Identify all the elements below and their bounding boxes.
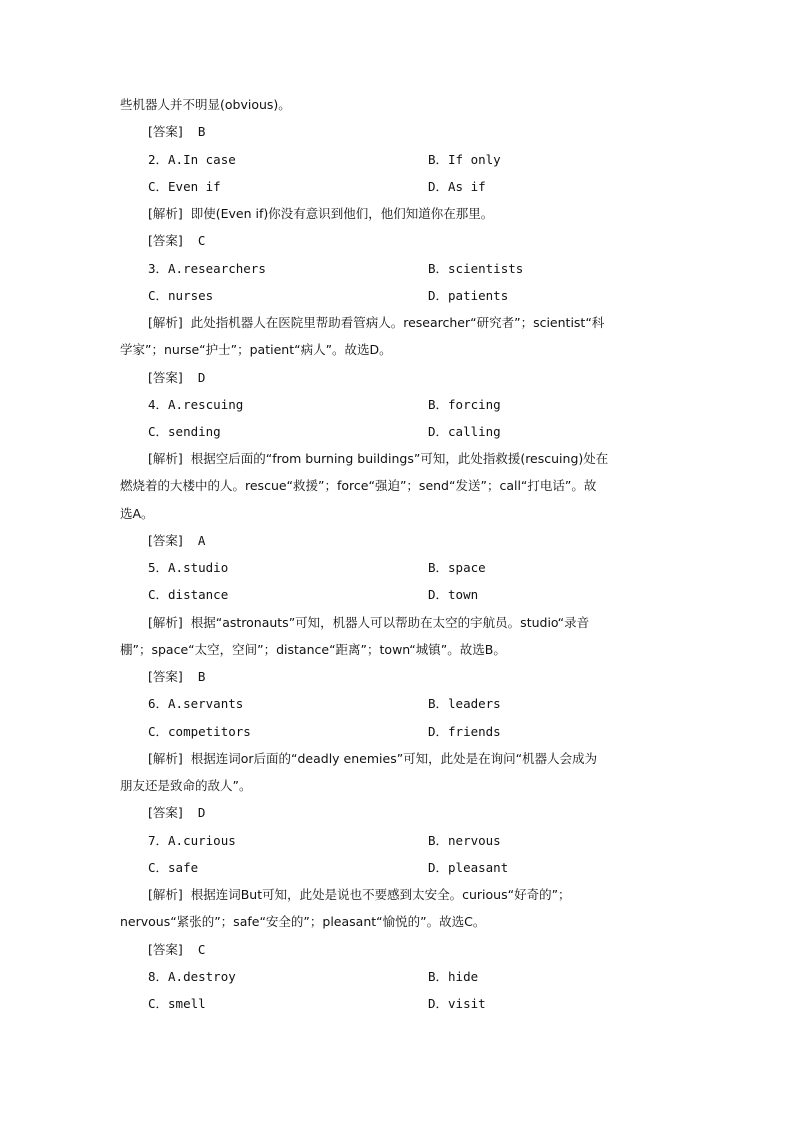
analysis-continuation: 学家”；nurse“护士”；patient“病人”。故选D。 xyxy=(120,342,392,357)
analysis-tag: [解析] xyxy=(148,615,183,630)
option-c: C．smell xyxy=(148,996,206,1011)
option-d: D．visit xyxy=(428,996,486,1011)
option-a: 3．A.researchers xyxy=(148,261,266,276)
option-d: D．calling xyxy=(428,424,501,439)
analysis-tag: [解析] xyxy=(148,206,183,221)
analysis-line xyxy=(148,450,608,468)
option-c: C．nurses xyxy=(148,288,214,303)
analysis-line xyxy=(148,614,589,632)
answer-tag: [答案] xyxy=(148,805,183,820)
analysis-continuation: 选A。 xyxy=(120,506,154,521)
answer-value: B xyxy=(197,669,206,684)
answer-value: C xyxy=(197,233,206,248)
analysis-continuation: 朋友还是致命的敌人”。 xyxy=(120,778,252,793)
answer-value: B xyxy=(197,124,206,139)
analysis-text: 即使(Even if)你没有意识到他们，他们知道你在那里。 xyxy=(190,206,494,221)
answer-row-1 xyxy=(148,123,205,141)
option-b: B．forcing xyxy=(428,397,501,412)
analysis-text: 根据连词or后面的“deadly enemies”可知，此处是在询问“机器人会成为 xyxy=(190,751,598,766)
analysis-continuation: 燃烧着的大楼中的人。rescue“救援”；force“强迫”；send“发送”；call“打电话”。故 xyxy=(120,478,597,493)
answer-value: D xyxy=(197,805,206,820)
option-a: 6．A.servants xyxy=(148,696,244,711)
option-d: D．pleasant xyxy=(428,860,509,875)
answer-value: A xyxy=(197,533,206,548)
analysis-line xyxy=(148,886,571,904)
option-b: B．scientists xyxy=(428,261,524,276)
answer-value: D xyxy=(197,370,206,385)
analysis-tag: [解析] xyxy=(148,751,183,766)
answer-tag: [答案] xyxy=(148,124,183,139)
option-d: D．town xyxy=(428,587,479,602)
option-b: B．If only xyxy=(428,152,501,167)
analysis-text: 根据连词But可知，此处是说也不要感到太安全。curious“好奇的”； xyxy=(190,887,571,902)
analysis-line xyxy=(148,750,597,768)
option-d: D．As if xyxy=(428,179,486,194)
option-c: C．distance xyxy=(148,587,229,602)
option-a: 4．A.rescuing xyxy=(148,397,244,412)
answer-tag: [答案] xyxy=(148,233,183,248)
analysis-text: 根据空后面的“from burning buildings”可知，此处指救援(rescuing)处在 xyxy=(190,451,609,466)
answer-tag: [答案] xyxy=(148,942,183,957)
option-b: B．space xyxy=(428,560,486,575)
option-a: 7．A.curious xyxy=(148,833,236,848)
intro-line: 些机器人并不明显(obvious)。 xyxy=(120,97,291,112)
option-b: B．leaders xyxy=(428,696,501,711)
analysis-continuation: nervous“紧张的”；safe“安全的”；pleasant“愉悦的”。故选C。 xyxy=(120,914,486,929)
option-c: C．Even if xyxy=(148,179,221,194)
option-d: D．friends xyxy=(428,724,501,739)
option-c: C．safe xyxy=(148,860,199,875)
answer-row-5 xyxy=(148,668,205,686)
option-b: B．nervous xyxy=(428,833,501,848)
answer-row-7 xyxy=(148,941,205,959)
answer-row-3 xyxy=(148,369,205,387)
answer-value: C xyxy=(197,942,206,957)
analysis-tag: [解析] xyxy=(148,451,183,466)
analysis-tag: [解析] xyxy=(148,887,183,902)
analysis-tag: [解析] xyxy=(148,315,183,330)
analysis-text: 根据“astronauts”可知，机器人可以帮助在太空的宇航员。studio“录音 xyxy=(190,615,590,630)
option-a: 8．A.destroy xyxy=(148,969,236,984)
analysis-text: 此处指机器人在医院里帮助看管病人。researcher“研究者”；scientist“科 xyxy=(190,315,605,330)
answer-row-6 xyxy=(148,804,205,822)
analysis-continuation: 棚”；space“太空，空间”；distance“距离”；town“城镇”。故选B。 xyxy=(120,642,506,657)
option-a: 2．A.In case xyxy=(148,152,236,167)
option-a: 5．A.studio xyxy=(148,560,229,575)
answer-row-4 xyxy=(148,532,205,550)
option-d: D．patients xyxy=(428,288,509,303)
option-b: B．hide xyxy=(428,969,479,984)
option-c: C．competitors xyxy=(148,724,251,739)
option-c: C．sending xyxy=(148,424,221,439)
analysis-line xyxy=(148,205,493,223)
answer-tag: [答案] xyxy=(148,669,183,684)
answer-tag: [答案] xyxy=(148,370,183,385)
answer-row-2 xyxy=(148,232,205,250)
answer-tag: [答案] xyxy=(148,533,183,548)
analysis-line xyxy=(148,314,604,332)
